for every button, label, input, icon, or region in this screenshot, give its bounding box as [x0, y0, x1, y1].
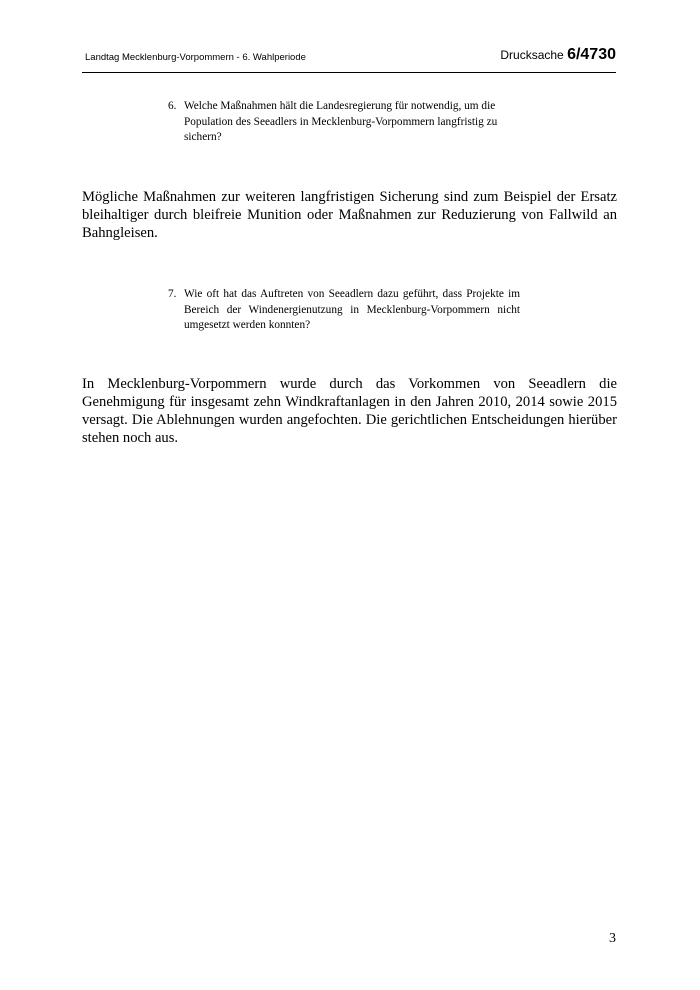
page-number: 3 [609, 931, 616, 946]
question-text: Welche Maßnahmen hält die Landesregierung für notwendig, um die Population des Seeadlers in Mecklenburg-Vorpommern langfristig zu sichern? [184, 100, 498, 143]
answer-6: Mögliche Maßnahmen zur weiteren langfristigen Sicherung sind zum Beispiel der Ersatz bleihaltiger durch bleifreie Munition oder Maßnahmen zur Reduzierung von Fallwild an Bahngleisen. [82, 189, 617, 241]
question-7 [168, 287, 520, 334]
header-doc-label: Drucksache [500, 48, 564, 62]
page-header [82, 36, 616, 73]
question-number: 7. [168, 288, 177, 300]
header-document-id [500, 46, 616, 64]
question-number: 6. [168, 100, 177, 112]
header-doc-number: 6/4730 [567, 46, 616, 63]
header-parliament-title: Landtag Mecklenburg-Vorpommern - 6. Wahlperiode [85, 52, 306, 63]
question-6 [168, 99, 520, 146]
answer-7: In Mecklenburg-Vorpommern wurde durch das Vorkommen von Seeadlern die Genehmigung für insgesamt zehn Windkraftanlagen in den Jahren 2010, 2014 sowie 2015 versagt. Die Ablehnungen wurden angefochten. Die gerichtlichen Entscheidungen hierüber stehen noch aus. [82, 376, 617, 446]
question-text: Wie oft hat das Auftreten von Seeadlern dazu geführt, dass Projekte im Bereich der Windenergienutzung in Mecklenburg-Vorpommern nicht umgesetzt werden konnten? [184, 288, 520, 331]
